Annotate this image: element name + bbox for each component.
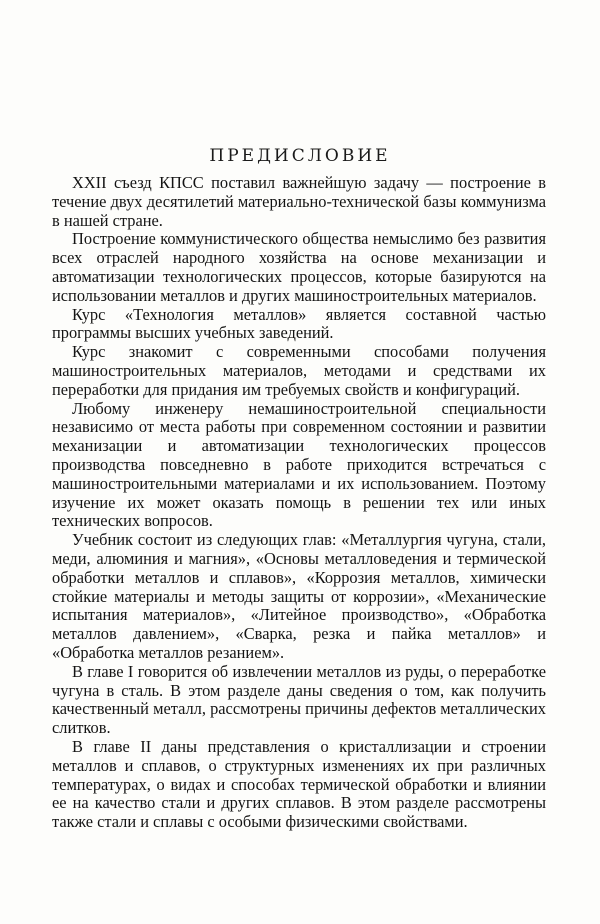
paragraph-8: В главе II даны представления о кристаллизации и строении металлов и сплавов, о структурных изменениях их при различных температурах, о видах и способах термической обработки и влиянии ее на качество стали и других сплавов. В этом разделе рассмотрены также стали и сплавы с особыми физическими свойствами. [52,736,546,832]
paragraph-7: В главе I говорится об извлечении металлов из руды, о переработке чугуна в сталь. В этом разделе даны сведения о том, как получить качественный металл, рассмотрены причины дефектов металлических слитков. [52,661,546,738]
paragraph-5: Любому инженеру немашиностроительной специальности независимо от места работы при современном состоянии и развитии механизации и автоматизации технологических процессов производства повседневно в работе приходится встречаться с машиностроительными материалами и их использованием. Поэтому изучение их может оказать помощь в решении тех или иных технических вопросов. [52,398,546,531]
preface-text [52,174,546,832]
paragraph-3: Курс «Технология металлов» является составной частью программы высших учебных заведений. [52,304,546,343]
paragraph-2: Построение коммунистического общества немыслимо без развития всех отраслей народного хозяйства на основе механизации и автоматизации технологических процессов, которые базируются на использовании металлов и других машиностроительных материалов. [52,229,546,305]
paragraph-6: Учебник состоит из следующих глав: «Металлургия чугуна, стали, меди, алюминия и магния», «Основы металловедения и термической обработки металлов и сплавов», «Коррозия металлов, химически стойкие материалы и методы защиты от коррозии», «Механические испытания материалов», «Литейное производство», «Обработка металлов давлением», «Сварка, резка и пайка металлов» и «Обработка металлов резанием». [52,530,546,662]
paragraph-4: Курс знакомит с современными способами получения машиностроительных материалов, методами и средствами их переработки для придания им требуемых свойств и конфигураций. [52,342,546,399]
page-title: ПРЕДИСЛОВИЕ [209,146,391,166]
paragraph-1: XXII съезд КПСС поставил важнейшую задачу — построение в течение двух десятилетий материально-технической базы коммунизма в нашей стране. [52,173,546,230]
